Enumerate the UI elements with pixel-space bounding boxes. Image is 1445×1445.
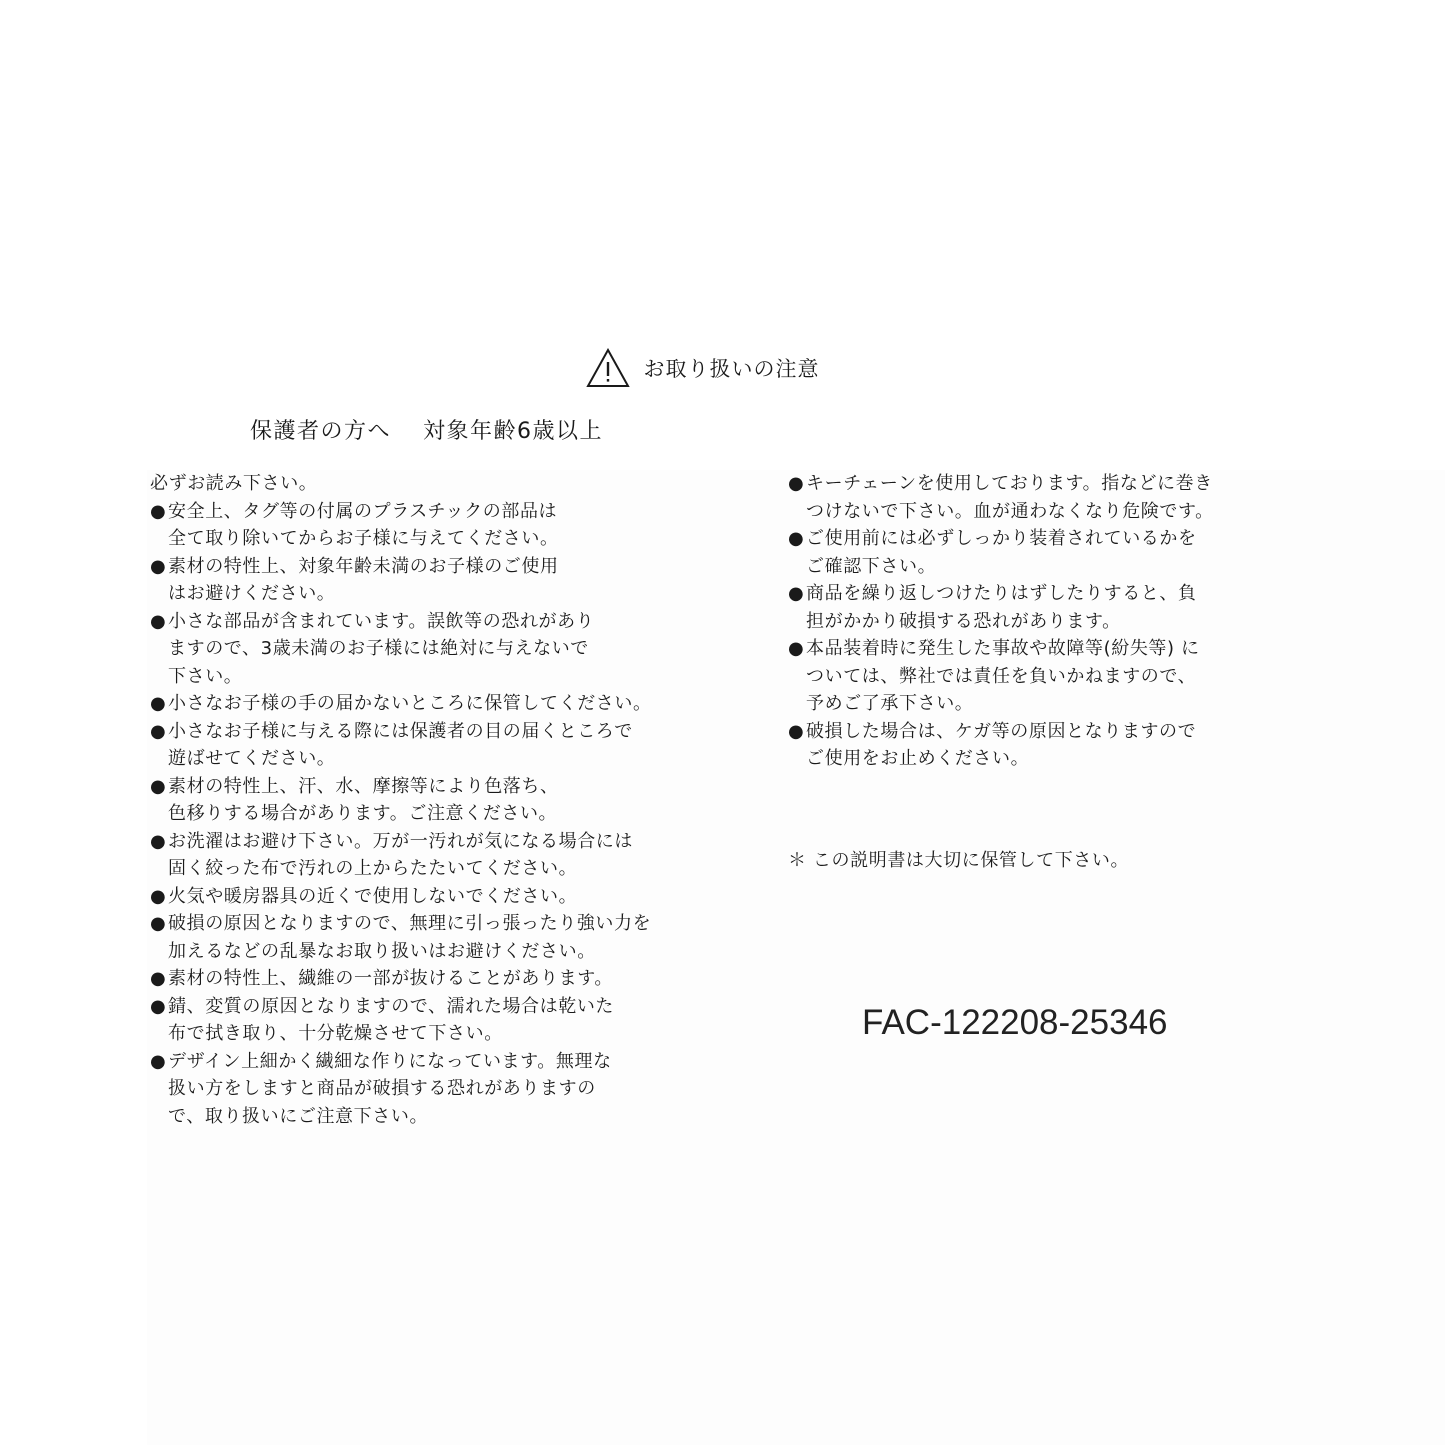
bullet-icon: ● <box>788 583 805 604</box>
caution-item <box>788 635 1268 718</box>
bullet-icon: ● <box>150 775 167 797</box>
caution-line <box>150 635 670 663</box>
caution-text: 色移りする場合があります。ご注意ください。 <box>168 803 558 824</box>
caution-text: 錆、変質の原因となりますので、濡れた場合は乾いた <box>168 995 615 1017</box>
caution-text: 全て取り除いてからお子様に与えてください。 <box>168 528 559 549</box>
product-code: FAC-122208-25346 <box>862 1003 1168 1042</box>
caution-text: 扱い方をしますと商品が破損する恐れがありますの <box>168 1078 596 1099</box>
left-column <box>150 470 670 1130</box>
caution-text: 安全上、タグ等の付属のプラスチックの部品は <box>168 500 558 522</box>
warning-triangle-icon <box>586 348 630 388</box>
caution-line <box>150 965 670 993</box>
caution-line <box>150 1075 670 1103</box>
right-column <box>788 470 1268 773</box>
bullet-icon: ● <box>150 610 167 632</box>
caution-item <box>150 1048 670 1131</box>
caution-item <box>788 525 1268 580</box>
caution-line <box>788 635 1268 663</box>
caution-line <box>150 608 670 636</box>
caution-text: ご確認下さい。 <box>806 555 937 577</box>
caution-item <box>150 883 670 911</box>
bullet-icon: ● <box>150 830 167 852</box>
caution-line <box>150 718 670 746</box>
caution-text: ついては、弊社では責任を負いかねますので、 <box>806 665 1197 687</box>
caution-item <box>150 910 670 965</box>
caution-line <box>150 1048 670 1076</box>
caution-line <box>788 498 1268 526</box>
caution-text: 破損した場合は、ケガ等の原因となりますので <box>806 720 1197 742</box>
bullet-icon: ● <box>150 968 167 989</box>
caution-line <box>150 1020 670 1048</box>
intro-text: 必ずお読み下さい。 <box>150 473 318 494</box>
caution-item <box>150 965 670 993</box>
caution-item <box>150 828 670 883</box>
caution-item <box>150 553 670 608</box>
caution-item <box>150 773 670 828</box>
caution-text: 予めご了承下さい。 <box>806 693 974 714</box>
caution-line <box>150 1103 670 1131</box>
page-title: お取り扱いの注意 <box>643 357 820 381</box>
caution-line <box>150 938 670 966</box>
caution-item <box>788 470 1268 525</box>
caution-text: ご使用前には必ずしっかり装着されているかを <box>806 528 1197 549</box>
caution-line <box>788 525 1268 553</box>
caution-line <box>150 773 670 801</box>
caution-item <box>150 608 670 691</box>
caution-line <box>788 580 1268 608</box>
caution-item <box>150 498 670 553</box>
title-row <box>0 348 1445 388</box>
caution-line <box>788 608 1268 636</box>
caution-line <box>788 663 1268 691</box>
caution-text: 遊ばせてください。 <box>168 748 336 769</box>
caution-item <box>788 718 1268 773</box>
bullet-icon: ● <box>788 473 805 494</box>
caution-text: 小さなお子様の手の届かないところに保管してください。 <box>168 693 652 714</box>
caution-text: 担がかかり破損する恐れがあります。 <box>806 610 1121 632</box>
caution-line <box>788 470 1268 498</box>
caution-line <box>150 800 670 828</box>
bullet-icon: ● <box>788 720 805 742</box>
caution-text: 加えるなどの乱暴なお取り扱いはお避けください。 <box>168 940 596 962</box>
caution-text: デザイン上細かく繊細な作りになっています。無理な <box>168 1050 612 1072</box>
bullet-icon: ● <box>150 693 167 714</box>
bullet-icon: ● <box>150 500 167 522</box>
caution-line <box>150 580 670 608</box>
caution-text: 下さい。 <box>168 665 243 687</box>
caution-line <box>788 553 1268 581</box>
caution-text: 小さなお子様に与える際には保護者の目の届くところで <box>168 720 633 742</box>
caution-line <box>788 690 1268 718</box>
caution-text: 固く絞った布で汚れの上からたたいてください。 <box>168 858 578 879</box>
caution-item <box>150 993 670 1048</box>
caution-line <box>150 498 670 526</box>
caution-line <box>150 828 670 856</box>
bullet-icon: ● <box>150 995 167 1017</box>
caution-text: 破損の原因となりますので、無理に引っ張ったり強い力を <box>168 913 652 934</box>
caution-text: で、取り扱いにご注意下さい。 <box>168 1105 429 1127</box>
caution-text: 素材の特性上、繊維の一部が抜けることがあります。 <box>168 968 613 989</box>
bullet-icon: ● <box>150 913 167 934</box>
caution-text: 本品装着時に発生した事故や故障等(紛失等) に <box>806 638 1200 659</box>
caution-text: 素材の特性上、汗、水、摩擦等により色落ち、 <box>168 775 559 797</box>
caution-item <box>788 580 1268 635</box>
caution-text: 小さな部品が含まれています。誤飲等の恐れがあり <box>168 610 595 632</box>
caution-text: キーチェーンを使用しております。指などに巻き <box>806 473 1213 494</box>
caution-line <box>788 718 1268 746</box>
caution-line <box>150 690 670 718</box>
caution-line <box>150 883 670 911</box>
bullet-icon: ● <box>150 720 167 742</box>
caution-text: 火気や暖房器具の近くで使用しないでください。 <box>168 885 578 907</box>
caution-text: ますので、3歳未満のお子様には絶対に与えないで <box>168 638 589 659</box>
page-subtitle: 保護者の方へ 対象年齢6歳以上 <box>250 419 603 444</box>
caution-text: つけないで下さい。血が通わなくなり危険です。 <box>806 500 1214 522</box>
caution-text: 商品を繰り返しつけたりはずしたりすると、負 <box>806 583 1197 604</box>
caution-line <box>150 525 670 553</box>
caution-text: 素材の特性上、対象年齢未満のお子様のご使用 <box>168 555 559 577</box>
caution-line <box>150 993 670 1021</box>
bullet-icon: ● <box>788 638 805 659</box>
caution-item <box>150 718 670 773</box>
caution-item <box>150 690 670 718</box>
storage-note: ＊ この説明書は大切に保管して下さい。 <box>788 850 1130 871</box>
bullet-icon: ● <box>150 1050 167 1072</box>
caution-text: 布で拭き取り、十分乾燥させて下さい。 <box>168 1023 503 1044</box>
caution-line <box>150 910 670 938</box>
caution-line <box>150 553 670 581</box>
bullet-icon: ● <box>788 528 805 549</box>
caution-text: はお避けください。 <box>168 583 336 604</box>
caution-line <box>150 855 670 883</box>
bullet-icon: ● <box>150 885 167 907</box>
bullet-icon: ● <box>150 555 167 577</box>
caution-text: ご使用をお止めください。 <box>806 748 1030 769</box>
caution-line <box>150 745 670 773</box>
caution-text: お洗濯はお避け下さい。万が一汚れが気になる場合には <box>168 830 633 852</box>
caution-line <box>150 663 670 691</box>
caution-line <box>788 745 1268 773</box>
